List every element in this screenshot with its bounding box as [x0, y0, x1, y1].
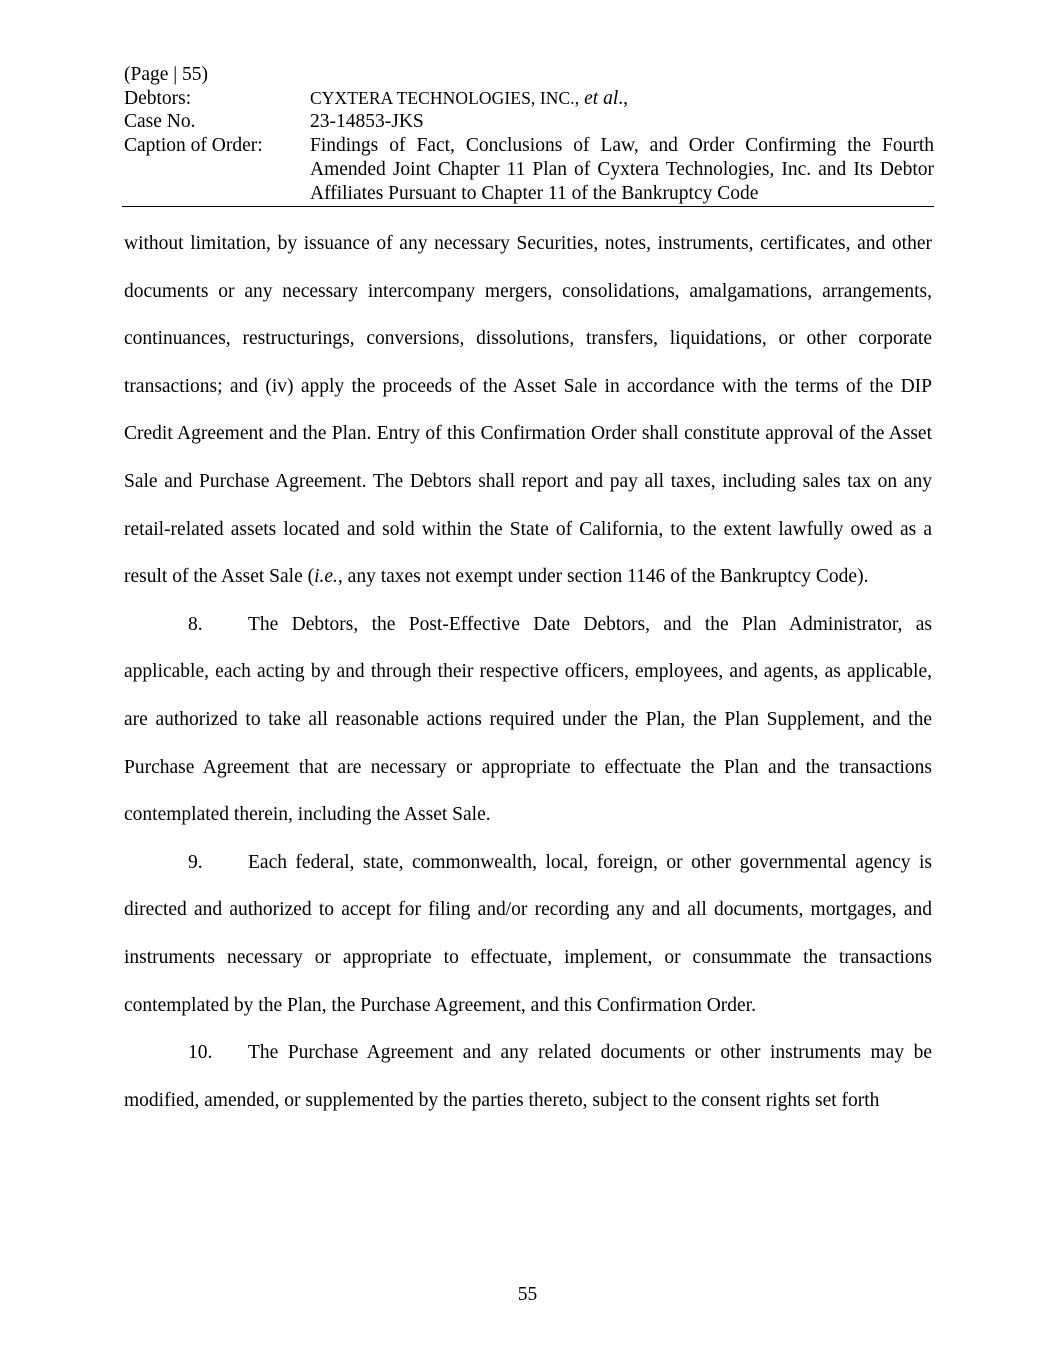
case-label: Case No. [124, 111, 196, 133]
paragraph-9 [124, 839, 932, 1029]
paragraph-text: The Purchase Agreement and any related documents or other instruments may be modified, amended, or supplemented by the parties thereto, subject to the consent rights set forth [124, 1042, 932, 1111]
caption-text: Findings of Fact, Conclusions of Law, and Order Confirming the Fourth Amended Joint Chapter 11 Plan of Cyxtera Technologies, Inc. and Its Debtor Affiliates Pursuant to Chapter 11 of the Bankruptcy Code [310, 135, 934, 204]
page-header [124, 63, 934, 205]
paragraph-10 [124, 1029, 932, 1124]
page-reference: (Page | 55) [124, 64, 209, 85]
continuation-italic: i.e. [314, 566, 338, 588]
continuation-paragraph [124, 220, 932, 601]
paragraph-number: 10. [188, 1042, 213, 1064]
paragraph-text: The Debtors, the Post-Effective Date Debtors, and the Plan Administrator, as applicable, each acting by and through their respective officers, employees, and agents, as applicable, are authorized to take all reasonable actions required under the Plan, the Plan Supplement, and the Purchase Agreement that are necessary or appropriate to effectuate the Plan and the transactions contemplated therein, including the Asset Sale. [124, 613, 932, 826]
page-reference-row [124, 63, 934, 87]
caption-label: Caption of Order: [124, 135, 263, 157]
page-number: 55 [517, 1284, 538, 1305]
document-body [124, 220, 932, 1124]
debtors-row [124, 87, 934, 111]
header-divider [122, 206, 934, 207]
continuation-text-part1: without limitation, by issuance of any necessary Securities, notes, instruments, certificates, and other documents or any necessary intercompany mergers, consolidations, amalgamations, arrangements, continuances, restructurings, conversions, dissolutions, transfers, liquidations, or other corporate transactions; and (iv) apply the proceeds of the Asset Sale in accordance with the terms of the DIP Credit Agreement and the Plan. Entry of this Confirmation Order shall constitute approval of the Asset Sale and Purchase Agreement. The Debtors shall report and pay all taxes, including sales tax on any retail-related assets located and sold within the State of California, to the extent lawfully owed as a result of the Asset Sale ( [124, 233, 932, 588]
paragraph-number: 8. [188, 613, 203, 635]
debtors-name: CYXTERA TECHNOLOGIES, INC., [310, 87, 580, 108]
paragraph-text: Each federal, state, commonwealth, local, foreign, or other governmental agency is directed and authorized to accept for filing and/or recording any and all documents, mortgages, and instruments necessary or appropriate to effectuate, implement, or consummate the transactions contemplated by the Plan, the Purchase Agreement, and this Confirmation Order. [124, 851, 932, 1016]
debtors-suffix: ., [618, 87, 629, 109]
debtors-etal: et al [584, 87, 619, 109]
continuation-text-part2: , any taxes not exempt under section 1146 of the Bankruptcy Code). [337, 566, 869, 588]
caption-row [124, 134, 934, 205]
debtors-value [310, 87, 934, 111]
paragraph-8 [124, 601, 932, 839]
debtors-label: Debtors: [124, 87, 192, 109]
paragraph-number: 9. [188, 851, 203, 873]
case-number: 23-14853-JKS [310, 111, 424, 133]
case-row [124, 110, 934, 134]
